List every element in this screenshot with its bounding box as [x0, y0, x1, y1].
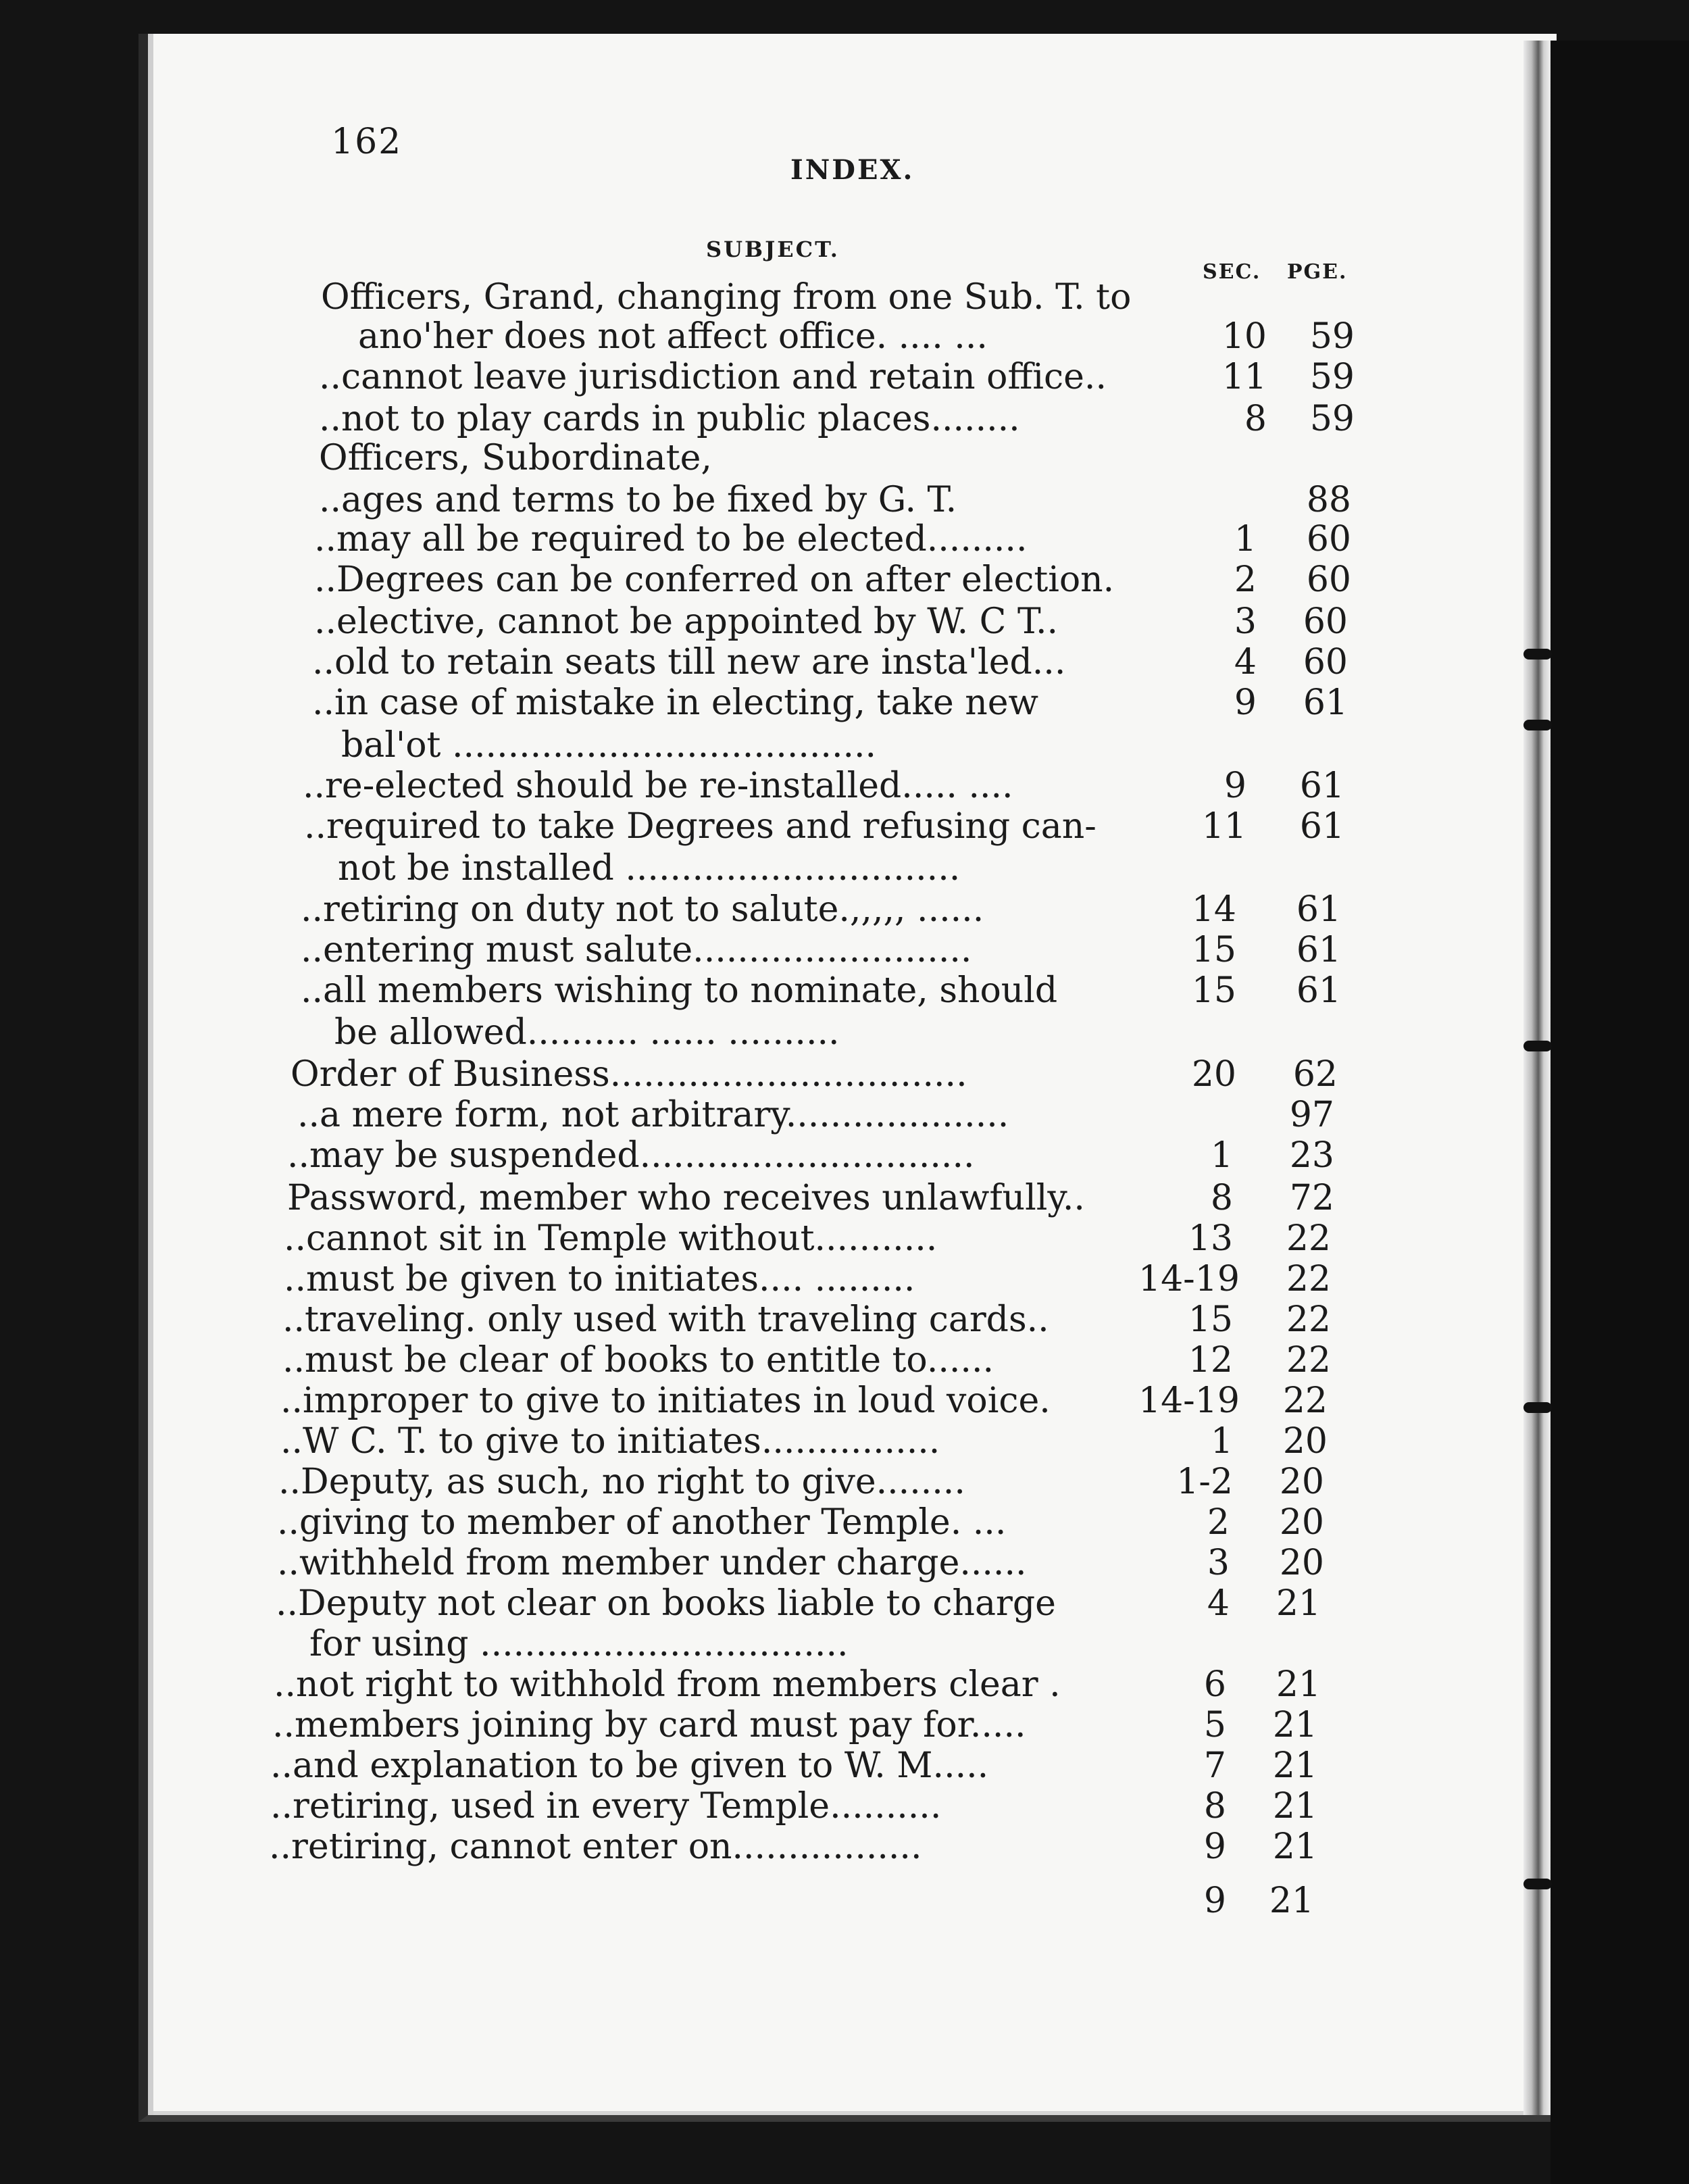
- entry-section: 11: [1221, 357, 1267, 397]
- index-row: [0, 1585, 1419, 1622]
- index-row: [0, 1828, 1419, 1866]
- index-row: [0, 603, 1419, 641]
- entry-section: 4: [1207, 1583, 1230, 1624]
- index-row: [0, 1504, 1419, 1541]
- entry-text: ..ages and terms to be fixed by G. T.: [319, 480, 957, 520]
- entry-section: 15: [1188, 1299, 1233, 1340]
- entry-page: 20: [1279, 1502, 1324, 1543]
- index-row: [0, 767, 1419, 805]
- index-row: [0, 849, 1419, 887]
- index-row: [0, 1747, 1419, 1785]
- entry-page: 61: [1299, 766, 1344, 806]
- index-row: [0, 891, 1419, 928]
- index-row: [0, 1706, 1419, 1744]
- entry-section: 3: [1207, 1543, 1230, 1583]
- entry-section: 9: [1224, 766, 1246, 806]
- index-row: [0, 520, 1419, 558]
- entry-page: 97: [1289, 1095, 1334, 1135]
- entry-text: ..improper to give to initiates in loud voice.: [280, 1381, 1051, 1421]
- entry-text: Password, member who receives unlawfully..: [287, 1178, 1085, 1218]
- entry-page: 72: [1289, 1178, 1334, 1218]
- entry-page: 22: [1286, 1340, 1331, 1381]
- entry-page: 21: [1276, 1664, 1321, 1705]
- entry-text: ..Deputy, as such, no right to give........: [278, 1462, 965, 1502]
- page-title: INDEX.: [790, 154, 915, 186]
- entry-page: 23: [1289, 1135, 1334, 1176]
- entry-section: 6: [1203, 1664, 1226, 1705]
- index-row: [0, 1341, 1419, 1379]
- entry-section: 4: [1234, 642, 1257, 682]
- entry-section: 9: [1203, 1827, 1226, 1867]
- index-row: [0, 1544, 1419, 1582]
- entry-page: 59: [1309, 316, 1355, 357]
- entry-page: 61: [1303, 682, 1348, 723]
- entry-section: 2: [1234, 560, 1257, 600]
- entry-text: ..all members wishing to nominate, should: [301, 970, 1058, 1011]
- entry-section: 8: [1203, 1786, 1226, 1827]
- entry-text: ..retiring on duty not to salute.,,,,, ......: [301, 889, 984, 930]
- entry-page: 88: [1306, 480, 1351, 520]
- index-row: [0, 1056, 1419, 1093]
- index-row: [0, 1137, 1419, 1174]
- index-row: [0, 972, 1419, 1010]
- entry-text: ..and explanation to be given to W. M.....: [270, 1745, 989, 1786]
- entry-section: 15: [1191, 970, 1236, 1011]
- entry-text: ..giving to member of another Temple. ...: [277, 1502, 1007, 1543]
- entry-text: ..old to retain seats till new are insta'led...: [312, 642, 1066, 682]
- entry-text: ..retiring, used in every Temple..........: [270, 1786, 942, 1827]
- entry-text: be allowed.......... ...... ..........: [334, 1012, 840, 1053]
- index-row: [0, 1666, 1419, 1704]
- entry-text: ..Deputy not clear on books liable to charge: [276, 1583, 1056, 1624]
- entry-page: 61: [1296, 930, 1341, 970]
- index-row: [0, 481, 1419, 519]
- index-row: [0, 1301, 1419, 1339]
- entry-section: 12: [1188, 1340, 1233, 1381]
- entry-page: 20: [1279, 1462, 1324, 1502]
- index-row: [0, 400, 1419, 438]
- entry-section: 9: [1234, 682, 1257, 723]
- entry-page: 22: [1286, 1299, 1331, 1340]
- index-row: [0, 1220, 1419, 1258]
- entry-page: 20: [1279, 1543, 1324, 1583]
- entry-page: 61: [1296, 889, 1341, 930]
- column-header-sec: SEC.: [1203, 260, 1261, 284]
- entry-page: 21: [1276, 1583, 1321, 1624]
- index-row: [0, 684, 1419, 722]
- entry-text: ..entering must salute.........................: [301, 930, 972, 970]
- index-row: [0, 1179, 1419, 1217]
- entry-section: 1: [1210, 1421, 1233, 1462]
- column-header-subject: SUBJECT.: [706, 237, 840, 262]
- index-row: [0, 1014, 1419, 1051]
- index-row: [0, 726, 1419, 764]
- entry-section: 5: [1203, 1705, 1226, 1745]
- entry-section: 10: [1221, 316, 1267, 357]
- entry-section: 8: [1210, 1178, 1233, 1218]
- entry-section: 7: [1203, 1745, 1226, 1786]
- entry-page: 21: [1272, 1705, 1317, 1745]
- index-row: [0, 318, 1419, 355]
- entry-section: 1: [1210, 1135, 1233, 1176]
- entry-text: ..cannot leave jurisdiction and retain office..: [319, 357, 1107, 397]
- entry-page: 21: [1272, 1745, 1317, 1786]
- index-row: [0, 1463, 1419, 1501]
- entry-page: 59: [1309, 357, 1355, 397]
- entry-text: ..not to play cards in public places........: [319, 399, 1020, 439]
- entry-section: 14-19: [1138, 1381, 1240, 1421]
- entry-text: for using .................................: [309, 1624, 849, 1664]
- entry-page: 21: [1272, 1786, 1317, 1827]
- entry-text: ..must be clear of books to entitle to......: [282, 1340, 994, 1381]
- entry-text: ..a mere form, not arbitrary....................: [297, 1095, 1009, 1135]
- index-row: [0, 1096, 1419, 1134]
- entry-page: 61: [1296, 970, 1341, 1011]
- entry-text: ..W C. T. to give to initiates................: [280, 1421, 940, 1462]
- entry-text: ..withheld from member under charge......: [277, 1543, 1027, 1583]
- entry-page: 21: [1272, 1827, 1317, 1867]
- entry-page: 21: [1269, 1881, 1314, 1921]
- index-row: [0, 358, 1419, 396]
- entry-page: 20: [1282, 1421, 1328, 1462]
- entry-page: 60: [1306, 519, 1351, 560]
- index-row: [0, 931, 1419, 969]
- entry-section: 8: [1244, 399, 1267, 439]
- entry-text: ..may be suspended..............................: [287, 1135, 975, 1176]
- entry-section: 1: [1234, 519, 1257, 560]
- index-row: [0, 808, 1419, 845]
- entry-section: 9: [1203, 1881, 1226, 1921]
- entry-text: not be installed ..............................: [338, 848, 961, 889]
- entry-page: 22: [1286, 1259, 1331, 1299]
- index-row: [0, 1882, 1419, 1920]
- entry-text: ..not right to withhold from members clear .: [274, 1664, 1061, 1705]
- entry-section: 20: [1191, 1054, 1236, 1095]
- entry-page: 62: [1292, 1054, 1338, 1095]
- page-number: 162: [331, 122, 403, 162]
- entry-text: ..in case of mistake in electing, take new: [312, 682, 1039, 723]
- column-header-pge: PGE.: [1287, 260, 1348, 284]
- entry-text: ..traveling. only used with traveling cards..: [282, 1299, 1049, 1340]
- index-row: [0, 1422, 1419, 1460]
- entry-text: Officers, Subordinate,: [319, 438, 712, 478]
- entry-page: 60: [1303, 642, 1348, 682]
- entry-section: 13: [1188, 1218, 1233, 1259]
- entry-page: 22: [1286, 1218, 1331, 1259]
- entry-page: 61: [1299, 806, 1344, 847]
- index-row: [0, 278, 1419, 316]
- entry-text: ..retiring, cannot enter on.................: [269, 1827, 922, 1867]
- entry-text: ..re-elected should be re-installed..... ....: [303, 766, 1013, 806]
- entry-text: ..Degrees can be conferred on after election.: [314, 560, 1115, 600]
- entry-page: 60: [1303, 601, 1348, 642]
- entry-text: ..members joining by card must pay for.....: [272, 1705, 1026, 1745]
- index-row: [0, 1382, 1419, 1420]
- entry-section: 15: [1191, 930, 1236, 970]
- entry-section: 1-2: [1176, 1462, 1233, 1502]
- index-row: [0, 1625, 1419, 1663]
- index-row: [0, 561, 1419, 599]
- entry-page: 59: [1309, 399, 1355, 439]
- entry-text: ..must be given to initiates.... .........: [284, 1259, 915, 1299]
- entry-section: 11: [1201, 806, 1246, 847]
- entry-section: 14-19: [1138, 1259, 1240, 1299]
- index-row: [0, 1787, 1419, 1825]
- entry-section: 2: [1207, 1502, 1230, 1543]
- entry-page: 60: [1306, 560, 1351, 600]
- index-row: [0, 1260, 1419, 1298]
- entry-text: ..cannot sit in Temple without...........: [284, 1218, 938, 1259]
- entry-text: ..may all be required to be elected.........: [314, 519, 1028, 560]
- index-row: [0, 643, 1419, 681]
- entry-text: Order of Business................................: [291, 1054, 967, 1095]
- entry-text: ano'her does not affect office. .... ...: [358, 316, 988, 357]
- index-row: [0, 439, 1419, 477]
- entry-section: 3: [1234, 601, 1257, 642]
- entry-text: Officers, Grand, changing from one Sub. T. to: [321, 277, 1132, 318]
- entry-section: 14: [1191, 889, 1236, 930]
- entry-text: ..required to take Degrees and refusing can-: [304, 806, 1096, 847]
- entry-text: ..elective, cannot be appointed by W. C T..: [314, 601, 1059, 642]
- entry-page: 22: [1282, 1381, 1328, 1421]
- entry-text: bal'ot ......................................: [341, 725, 877, 766]
